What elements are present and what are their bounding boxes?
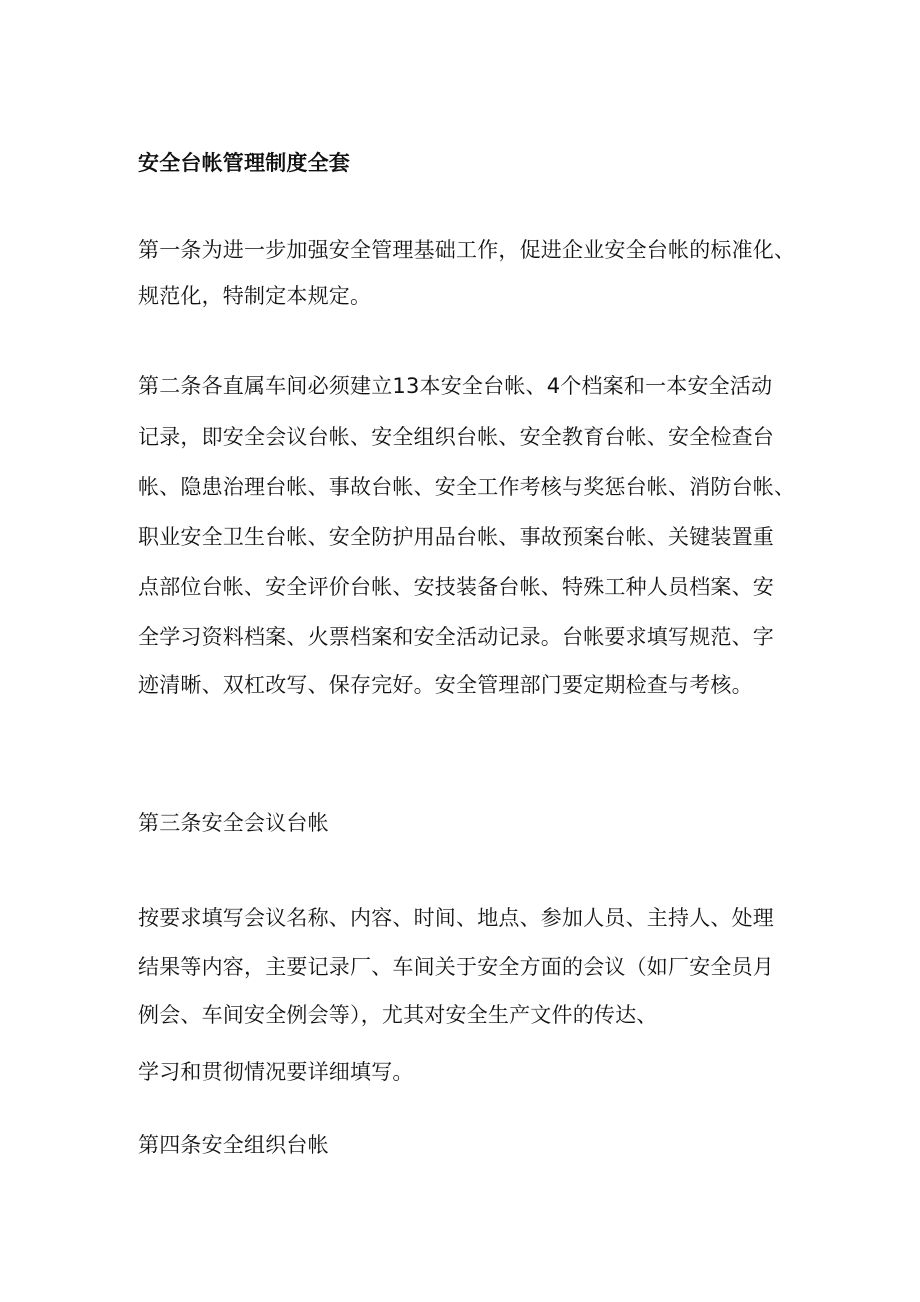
article-2-line-2: 记录，即安全会议台帐、安全组织台帐、安全教育台帐、安全检查台	[138, 425, 774, 449]
article-1-line-2: 规范化，特制定本规定。	[138, 284, 372, 308]
article-3-line-1: 按要求填写会议名称、内容、时间、地点、参加人员、主持人、处理	[138, 906, 774, 930]
article-3-heading: 第三条安全会议台帐	[138, 811, 329, 835]
article-2-line-6: 全学习资料档案、火票档案和安全活动记录。台帐要求填写规范、字	[138, 625, 774, 649]
article-3-line-3: 例会、车间安全例会等），尤其对安全生产文件的传达、	[138, 1003, 658, 1027]
article-1-line-1: 第一条为进一步加强安全管理基础工作，促进企业安全台帐的标准化、	[138, 238, 796, 262]
article-3-line-2: 结果等内容，主要记录厂、车间关于安全方面的会议（如厂安全员月	[138, 955, 774, 979]
document-title: 安全台帐管理制度全套	[138, 151, 350, 175]
article-2-line-3: 帐、隐患治理台帐、事故台帐、安全工作考核与奖惩台帐、消防台帐、	[138, 475, 796, 499]
article-4-heading: 第四条安全组织台帐	[138, 1133, 329, 1157]
article-3-line-4: 学习和贯彻情况要详细填写。	[138, 1060, 414, 1084]
article-2-line-5: 点部位台帐、安全评价台帐、安技装备台帐、特殊工种人员档案、安	[138, 575, 774, 599]
article-2-line-4: 职业安全卫生台帐、安全防护用品台帐、事故预案台帐、关键装置重	[138, 525, 774, 549]
article-2-line-7: 迹清晰、双杠改写、保存完好。安全管理部门要定期检查与考核。	[138, 673, 753, 697]
article-2-line-1: 第二条各直属车间必须建立13本安全台帐、4个档案和一本安全活动	[138, 374, 773, 398]
